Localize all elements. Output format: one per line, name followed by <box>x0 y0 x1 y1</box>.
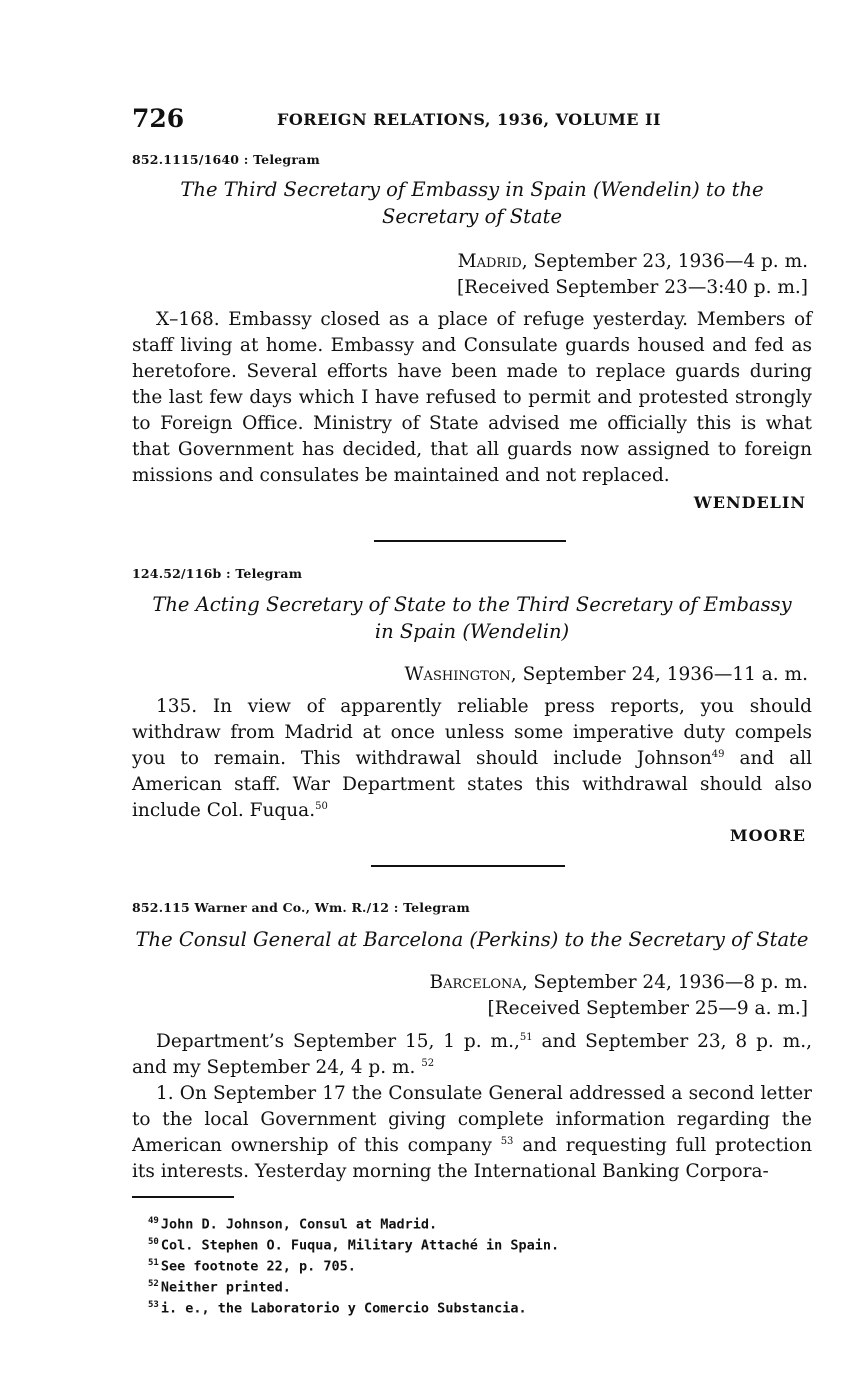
doc1-title-line1: The Third Secretary of Embassy in Spain (Wendelin) to the <box>180 178 764 201</box>
footnote-mark: 50 <box>148 1237 159 1247</box>
footnote-ref-50: 50 <box>315 800 328 812</box>
footnote-mark: 53 <box>148 1300 159 1310</box>
doc1-title-line2: Secretary of State <box>381 205 563 228</box>
doc1-dateline <box>458 251 808 272</box>
footnote-ref-52: 52 <box>421 1057 435 1069</box>
doc3-paragraph-2 <box>132 1081 812 1185</box>
section-divider-2 <box>371 865 565 867</box>
footnote-52 <box>148 1276 559 1297</box>
footnote-51 <box>148 1255 559 1276</box>
footnote-text: Col. Stephen O. Fuqua, Military Attaché in Spain. <box>160 1237 560 1254</box>
doc2-title-line2: in Spain (Wendelin) <box>374 620 570 643</box>
page-number: 726 <box>132 104 185 133</box>
doc2-body-part2: and all American staff. War Department states this withdrawal should also include Col. Fuqua. <box>132 748 813 821</box>
footnote-53 <box>148 1297 559 1318</box>
doc3-place: Barcelona, <box>429 972 528 993</box>
doc3-para1-part2: and September 23, 8 p. m., and my September 24, 4 p. m. <box>132 1031 812 1078</box>
doc2-dateline <box>405 664 808 685</box>
doc1-date: September 23, 1936—4 p. m. <box>533 251 808 272</box>
doc1-signature: WENDELIN <box>693 493 806 512</box>
footnote-mark: 51 <box>148 1258 159 1268</box>
footnote-49 <box>148 1213 559 1234</box>
doc3-para2-part2: and requesting full protection its interests. Yesterday morning the International Banking Corpora- <box>132 1135 812 1182</box>
footnote-mark: 52 <box>148 1279 159 1289</box>
doc3-file-ref: 852.115 Warner and Co., Wm. R./12 : Telegram <box>132 900 470 915</box>
doc2-signature: MOORE <box>729 826 806 845</box>
doc2-file-ref: 124.52/116b : Telegram <box>132 566 303 581</box>
doc3-title: The Consul General at Barcelona (Perkins) to the Secretary of State <box>135 928 809 951</box>
footnote-text: i. e., the Laboratorio y Comercio Substancia. <box>160 1300 527 1317</box>
doc1-paragraph: X–168. Embassy closed as a place of refuge yesterday. Members of staff living at home. Embassy and Consulate guards housed and fed as heretofore. Several efforts have been made to replace guards during the last few days which I have refused to permit and protested strongly to Foreign Office. Ministry of State advised me officially this is what that Government has decided, that all guards now assigned to foreign missions and consulates be maintained and not replaced. <box>132 309 812 486</box>
footnote-ref-53: 53 <box>500 1135 514 1147</box>
footnote-ref-51: 51 <box>519 1031 533 1043</box>
doc1-received: [Received September 23—3:40 p. m.] <box>456 277 808 298</box>
doc2-body <box>132 694 812 824</box>
doc3-dateline <box>429 972 808 993</box>
doc1-body <box>132 307 812 489</box>
doc3-received: [Received September 25—9 a. m.] <box>487 998 808 1019</box>
doc2-date: September 24, 1936—11 a. m. <box>522 664 808 685</box>
doc2-place: Washington, <box>404 664 517 685</box>
footnote-text: John D. Johnson, Consul at Madrid. <box>160 1216 438 1233</box>
doc1-file-ref: 852.1115/1640 : Telegram <box>132 152 320 167</box>
footnote-divider <box>132 1196 234 1198</box>
doc3-para2-part1: 1. On September 17 the Consulate General addressed a second letter to the local Government giving complete information regarding the American ownership of this company <box>132 1083 812 1156</box>
doc1-place: Madrid, <box>457 251 528 272</box>
section-divider-1 <box>374 540 566 542</box>
doc2-body-part1: 135. In view of apparently reliable press reports, you should withdraw from Madrid at once unless some imperative duty compels you to remain. This withdrawal should include Johnson <box>132 696 812 769</box>
footnote-text: Neither printed. <box>160 1279 291 1296</box>
doc3-body <box>132 1029 812 1185</box>
running-title: FOREIGN RELATIONS, 1936, VOLUME II <box>277 110 662 129</box>
footnote-ref-49: 49 <box>711 748 725 760</box>
footnote-50 <box>148 1234 559 1255</box>
footnotes <box>148 1213 559 1318</box>
footnote-mark: 49 <box>148 1216 159 1226</box>
doc2-title-line1: The Acting Secretary of State to the Third Secretary of Embassy <box>152 593 792 616</box>
doc1-title <box>132 176 812 230</box>
running-head <box>132 104 812 136</box>
doc3-paragraph-1 <box>132 1029 812 1081</box>
doc3-para1-part1: Department’s September 15, 1 p. m., <box>156 1031 520 1052</box>
doc2-title <box>132 591 812 645</box>
doc2-paragraph <box>132 694 812 824</box>
footnote-text: See footnote 22, p. 705. <box>160 1258 356 1275</box>
doc3-date: September 24, 1936—8 p. m. <box>533 972 808 993</box>
